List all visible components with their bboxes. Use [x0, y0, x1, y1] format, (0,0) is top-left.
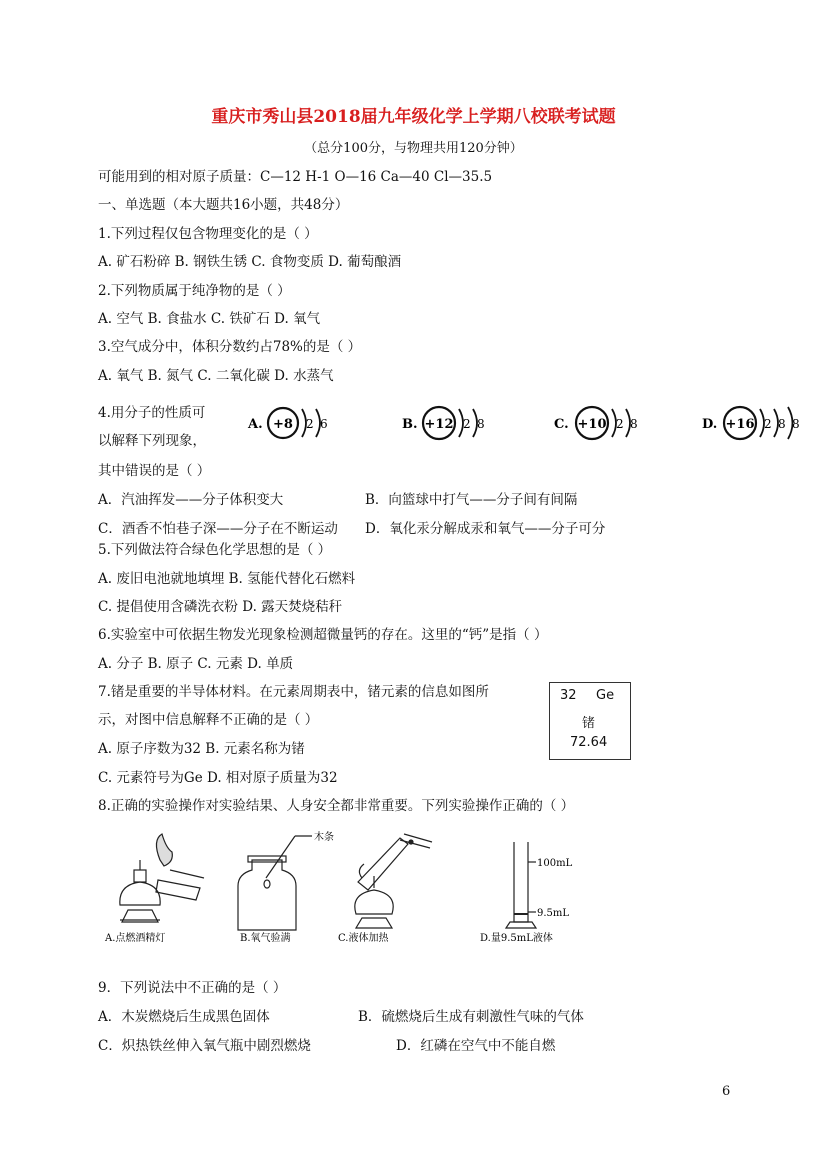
q4-option-d: D．氧化汞分解成汞和氧气——分子可分 — [365, 521, 606, 537]
element-name: 锗 — [582, 716, 596, 731]
liquid-heating-figure — [355, 834, 432, 928]
q3-options: A. 氧气 B. 氮气 C. 二氧化碳 D. 水蒸气 — [98, 368, 334, 384]
shell-count: 2 — [764, 417, 772, 431]
q4-option-c: C．酒香不怕巷子深——分子在不断运动 — [98, 521, 338, 537]
atomic-masses: 可能用到的相对原子质量：C—12 H-1 O—16 Ca—40 Cl—35.5 — [98, 169, 493, 185]
atom-diagram-label: C. — [554, 417, 569, 432]
q9-option-c: C．炽热铁丝伸入氧气瓶中剧烈燃烧 — [98, 1038, 311, 1054]
q4-stem-b: 以解释下列现象， — [98, 433, 206, 449]
subtitle: （总分100分，与物理共用120分钟） — [304, 141, 523, 156]
measuring-cylinder-figure — [506, 842, 536, 928]
shell-count: 6 — [320, 417, 328, 431]
page-title: 重庆市秀山县2018届九年级化学上学期八校联考试题 — [211, 107, 616, 127]
nucleus-charge: +8 — [273, 417, 293, 432]
q6-options: A. 分子 B. 原子 C. 元素 D. 单质 — [98, 656, 294, 672]
shell-count: 8 — [792, 417, 800, 431]
atom-diagram-label: B. — [402, 417, 418, 432]
cylinder-bottom-label: 9.5mL — [537, 908, 570, 919]
shell-count: 8 — [778, 417, 786, 431]
q7-options-2: C. 元素符号为Ge D. 相对原子质量为32 — [98, 770, 338, 786]
q7-options-1: A. 原子序数为32 B. 元素名称为锗 — [98, 741, 305, 757]
q9-stem: 9．下列说法中不正确的是（ ） — [98, 980, 287, 996]
atom-diagram-label: A. — [248, 417, 263, 432]
figure-caption-a: A.点燃酒精灯 — [105, 933, 166, 944]
q4-stem-a: 4.用分子的性质可 — [98, 405, 206, 421]
q9-option-d: D．红磷在空气中不能自燃 — [396, 1038, 556, 1054]
q4-option-a: A．汽油挥发——分子体积变大 — [98, 492, 284, 508]
q5-options-1: A. 废旧电池就地填埋 B. 氢能代替化石燃料 — [98, 571, 356, 587]
shell-count: 8 — [630, 417, 638, 431]
shell-count: 2 — [306, 417, 314, 431]
figure-caption-b: B.氧气验满 — [240, 933, 291, 944]
q3-stem: 3.空气成分中，体积分数约占78%的是（ ） — [98, 339, 362, 355]
q7-stem-b: 示，对图中信息解释不正确的是（ ） — [98, 712, 319, 728]
shell-count: 2 — [616, 417, 624, 431]
lab-operation-figures — [100, 830, 600, 950]
q5-stem: 5.下列做法符合绿色化学思想的是（ ） — [98, 542, 332, 558]
element-tile-germanium — [549, 682, 631, 760]
atom-diagram-c — [554, 407, 638, 439]
nucleus-charge: +16 — [725, 417, 755, 432]
q9-option-b: B．硫燃烧后生成有刺激性气味的气体 — [358, 1009, 584, 1025]
q1-stem: 1.下列过程仅包含物理变化的是（ ） — [98, 226, 318, 242]
q1-options: A. 矿石粉碎 B. 钢铁生锈 C. 食物变质 D. 葡萄酿酒 — [98, 254, 402, 270]
atom-structure-diagrams — [240, 396, 820, 450]
q7-stem-a: 7.锗是重要的半导体材料。在元素周期表中，锗元素的信息如图所 — [98, 684, 489, 700]
q5-options-2: C. 提倡使用含磷洗衣粉 D. 露天焚烧秸秆 — [98, 599, 343, 615]
cylinder-top-label: 100mL — [537, 858, 573, 869]
oxygen-check-figure — [238, 836, 312, 930]
element-symbol: Ge — [596, 688, 615, 703]
atom-diagram-a — [247, 408, 328, 438]
nucleus-charge: +12 — [424, 417, 454, 432]
q9-option-a: A．木炭燃烧后生成黑色固体 — [98, 1009, 270, 1025]
atom-diagram-label: D. — [702, 417, 718, 432]
q6-stem: 6.实验室中可依据生物发光现象检测超微量钙的存在。这里的“钙”是指（ ） — [98, 627, 548, 643]
section-heading: 一、单选题（本大题共16小题，共48分） — [98, 197, 349, 213]
q2-stem: 2.下列物质属于纯净物的是（ ） — [98, 283, 291, 299]
figure-caption-d: D.量9.5mL液体 — [480, 933, 553, 944]
q2-options: A. 空气 B. 食盐水 C. 铁矿石 D. 氧气 — [98, 311, 321, 327]
atom-diagram-d — [702, 407, 800, 439]
q8-stem: 8.正确的实验操作对实验结果、人身安全都非常重要。下列实验操作正确的（ ） — [98, 798, 575, 814]
lighting-alcohol-lamp-figure — [120, 834, 204, 922]
figure-caption-c: C.液体加热 — [338, 933, 389, 944]
shell-count: 8 — [477, 417, 485, 431]
stick-label: 木条 — [314, 832, 334, 843]
atomic-number: 32 — [560, 688, 577, 703]
nucleus-charge: +10 — [577, 417, 607, 432]
page-number: 6 — [722, 1084, 731, 1099]
q4-stem-c: 其中错误的是（ ） — [98, 463, 211, 479]
atomic-mass: 72.64 — [570, 735, 608, 750]
shell-count: 2 — [463, 417, 471, 431]
atom-diagram-b — [402, 407, 485, 439]
q4-option-b: B．向篮球中打气——分子间有间隔 — [365, 492, 578, 508]
